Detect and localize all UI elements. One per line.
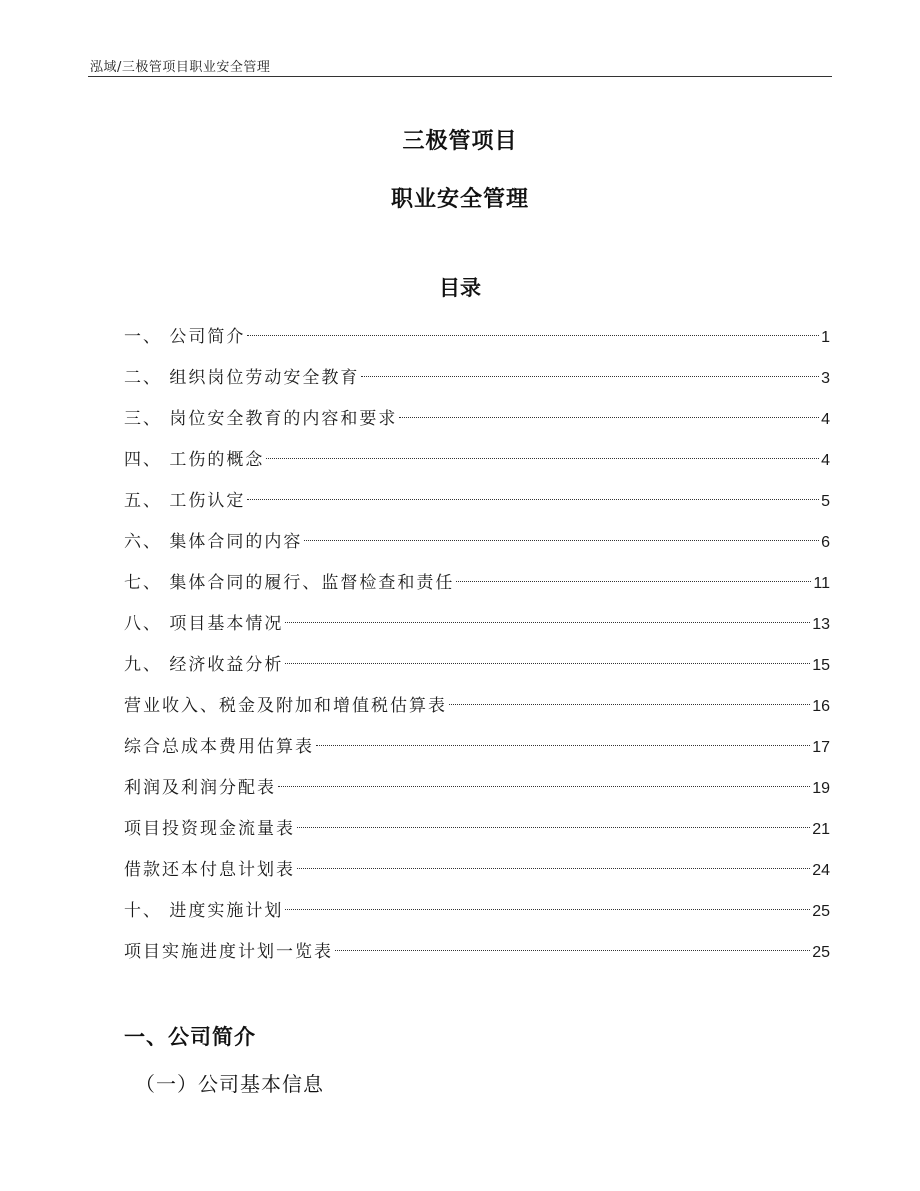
toc-page-number: 13 (812, 616, 830, 633)
toc-dot-leader (285, 909, 810, 910)
toc-dot-leader (316, 745, 810, 746)
toc-entry[interactable] (124, 444, 830, 485)
toc-dot-leader (399, 417, 819, 418)
toc-entry-text: 六、 集体合同的内容 (124, 532, 303, 552)
toc-dot-leader (361, 376, 819, 377)
toc-entry[interactable] (124, 936, 830, 977)
toc-entry[interactable] (124, 362, 830, 403)
toc-dot-leader (297, 868, 810, 869)
toc-entry-text: 三、 岗位安全教育的内容和要求 (124, 409, 398, 429)
toc-dot-leader (335, 950, 810, 951)
toc-entry[interactable] (124, 567, 830, 608)
toc-page-number: 24 (812, 862, 830, 879)
toc-dot-leader (297, 827, 810, 828)
toc-dot-leader (285, 622, 810, 623)
toc-entry-text: 项目投资现金流量表 (124, 819, 295, 839)
toc-dot-leader (247, 335, 819, 336)
toc-entry[interactable] (124, 772, 830, 813)
toc-page-number: 15 (812, 657, 830, 674)
toc-entry[interactable] (124, 321, 830, 362)
toc-page-number: 25 (812, 903, 830, 920)
toc-entry[interactable] (124, 690, 830, 731)
toc-entry-text: 八、 项目基本情况 (124, 614, 284, 634)
table-of-contents (124, 321, 830, 977)
document-title-line-1: 三极管项目 (402, 129, 518, 154)
toc-dot-leader (278, 786, 810, 787)
toc-entry-text: 营业收入、税金及附加和增值税估算表 (124, 696, 447, 716)
toc-entry[interactable] (124, 649, 830, 690)
subsection-heading: （一）公司基本信息 (135, 1072, 324, 1096)
toc-page-number: 11 (813, 575, 830, 592)
toc-page-number: 5 (821, 493, 830, 510)
toc-dot-leader (285, 663, 810, 664)
toc-entry-text: 综合总成本费用估算表 (124, 737, 314, 757)
toc-page-number: 1 (821, 329, 830, 346)
toc-page-number: 4 (821, 411, 830, 428)
toc-entry-text: 借款还本付息计划表 (124, 860, 295, 880)
toc-page-number: 16 (812, 698, 830, 715)
toc-page-number: 3 (821, 370, 830, 387)
section-heading: 一、公司简介 (124, 1025, 256, 1049)
toc-entry-text: 五、 工伤认定 (124, 491, 246, 511)
toc-page-number: 6 (821, 534, 830, 551)
toc-entry[interactable] (124, 403, 830, 444)
toc-entry-text: 项目实施进度计划一览表 (124, 942, 333, 962)
toc-heading: 目录 (439, 276, 481, 300)
toc-page-number: 17 (812, 739, 830, 756)
document-title-line-2: 职业安全管理 (390, 187, 529, 212)
toc-entry[interactable] (124, 731, 830, 772)
toc-page-number: 21 (812, 821, 830, 838)
toc-dot-leader (266, 458, 819, 459)
toc-entry[interactable] (124, 895, 830, 936)
toc-dot-leader (304, 540, 819, 541)
toc-entry[interactable] (124, 854, 830, 895)
toc-entry-text: 九、 经济收益分析 (124, 655, 284, 675)
toc-entry-text: 四、 工伤的概念 (124, 450, 265, 470)
toc-entry[interactable] (124, 608, 830, 649)
toc-entry[interactable] (124, 526, 830, 567)
toc-dot-leader (247, 499, 819, 500)
toc-entry[interactable] (124, 485, 830, 526)
toc-entry-text: 利润及利润分配表 (124, 778, 276, 798)
toc-entry-text: 七、 集体合同的履行、监督检查和责任 (124, 573, 455, 593)
toc-dot-leader (449, 704, 810, 705)
toc-entry-text: 一、 公司简介 (124, 327, 246, 347)
toc-entry-text: 十、 进度实施计划 (124, 901, 284, 921)
toc-entry-text: 二、 组织岗位劳动安全教育 (124, 368, 360, 388)
running-header: 泓域/三极管项目职业安全管理 (90, 60, 271, 75)
toc-entry[interactable] (124, 813, 830, 854)
toc-page-number: 4 (821, 452, 830, 469)
toc-page-number: 19 (812, 780, 830, 797)
toc-dot-leader (456, 581, 811, 582)
toc-page-number: 25 (812, 944, 830, 961)
header-divider (88, 76, 832, 77)
